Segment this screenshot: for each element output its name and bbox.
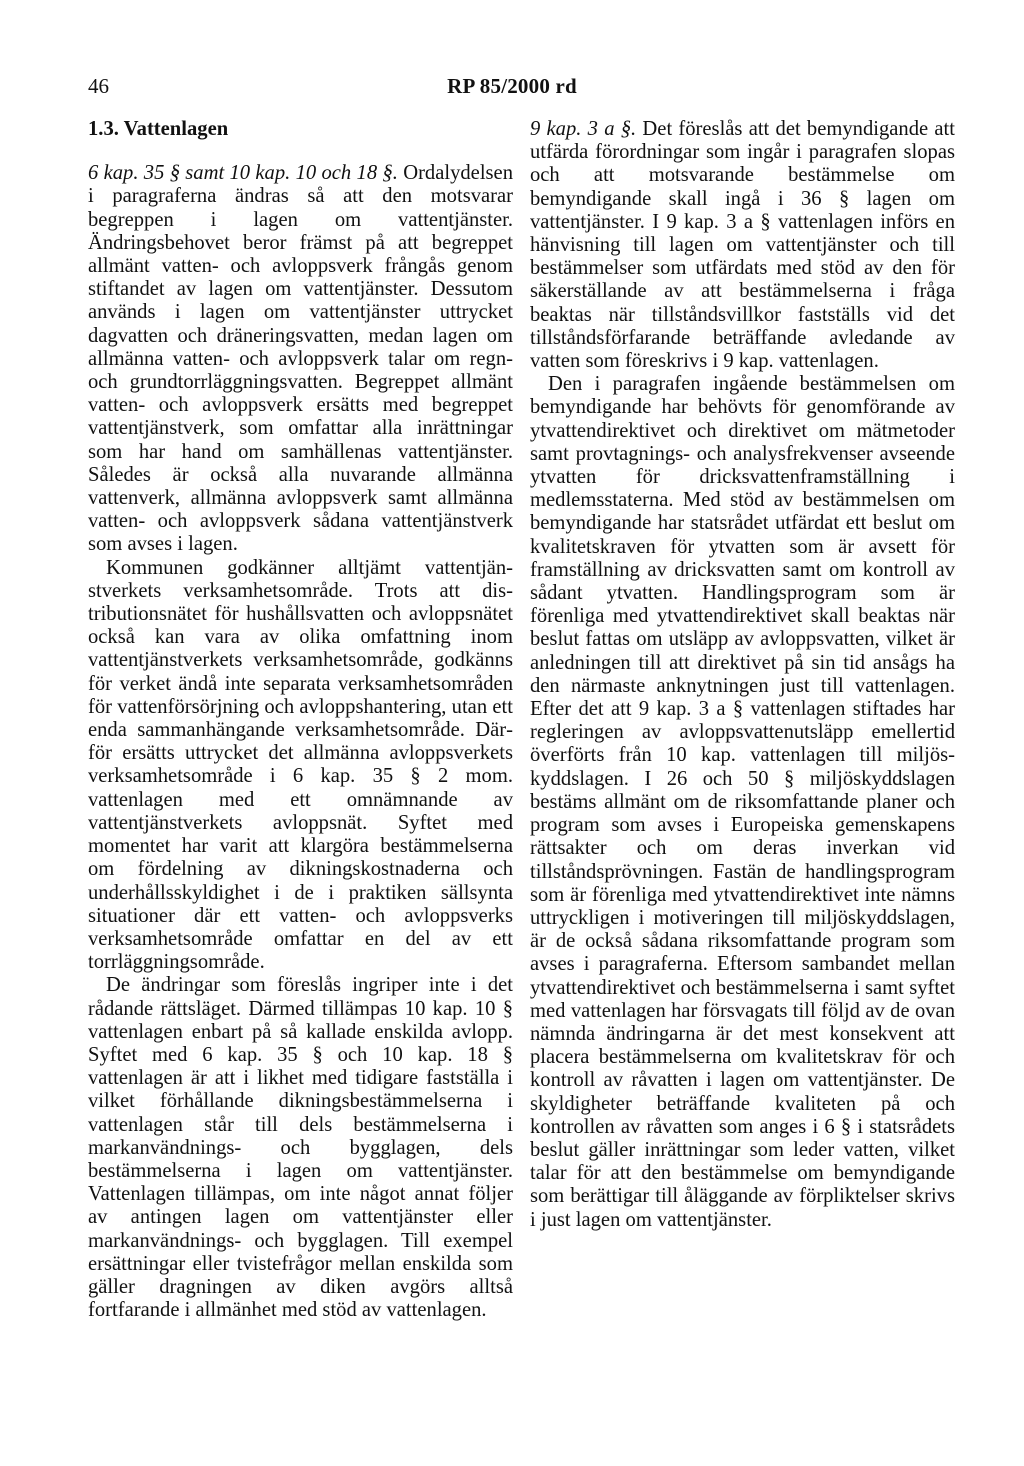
- section-heading: 1.3. Vattenlagen: [88, 118, 229, 140]
- paragraph-text: Det föreslås att det bemyndigande att utfärda förordningar som ingår i paragrafen slopas och att motsvarande bestämmelse om bemyndigande skall ingå i 36 § lagen om vattentjänster. I 9 kap. 3 a § vattenlagen införs en hänvisning till lagen om vattentjänster och till bestämmelser som utfärdats med stöd av den för säkerställande av att bestämmelserna i fråga beaktas när tillståndsvillkor fastställs vid det tillståndsförfarande beträffande avledande av vatten som föreskrivs i 9 kap. vattenlagen.: [530, 118, 955, 373]
- paragraph: [88, 974, 513, 1322]
- right-column: [530, 118, 955, 1232]
- paragraph: [88, 557, 513, 975]
- left-column: [88, 118, 513, 1322]
- paragraph-text: De ändringar som föreslås ingriper inte i det rådande rättsläget. Därmed tillämpas 10 kap. 10 § vattenlagen enbart på så kallade enskilda avlopp. Syftet med 6 kap. 35 § och 10 kap. 18 § vattenlagen är att i likhet med tidigare fastställa i vilket förhållande dikningsbestämmelserna i vattenlagen står till dels bestämmelserna i markanvändnings- och bygglagen, dels bestämmelserna i lagen om vattentjänster. Vattenlagen tillämpas, om inte något annat följer av antingen lagen om vattentjänster eller markanvändnings- och bygglagen. Till exempel ersättningar eller tvistefrågor mellan enskilda som gäller dragningen av diken avgörs alltså fortfarande i allmänhet med stöd av vattenlagen.: [88, 974, 513, 1322]
- paragraph-lead: 6 kap. 35 § samt 10 kap. 10 och 18 §.: [88, 162, 398, 185]
- paragraph-text: Kommunen godkänner alltjämt vattentjänstverkets verksamhetsområde. Trots att distributionsnätet för hushållsvatten och avloppsnätet också kan vara av olika omfattning inom vattentjänstverkets verksamhetsområde, godkänns för verket ändå inte separata verksamhetsområden för vattenförsörjning och avloppshantering, utan ett enda sammanhängande verksamhetsområde. Därför ersätts uttrycket det allmänna avloppsverkets verksamhetsområde i 6 kap. 35 § 2 mom. vattenlagen med ett omnämnande av vattentjänstverkets avloppsnät. Syftet med momentet har varit att klargöra bestämmelserna om fördelning av dikningskostnaderna och underhållsskyldighet i de i praktiken sällsynta situationer där ett vatten- och avloppsverks verksamhetsområde omfattar en del av ett torrläggningsområde.: [88, 556, 513, 974]
- paragraph: [530, 118, 955, 373]
- paragraph: [88, 162, 513, 556]
- running-head: RP 85/2000 rd: [447, 74, 577, 98]
- paragraph: [530, 373, 955, 1232]
- page-header: [0, 66, 1024, 102]
- paragraph-text: Den i paragrafen ingående bestämmelsen om bemyndigande har behövts för genomförande av ytvattendirektivet och direktivet om mätmetoder samt provtagnings- och analysfrekvenser avseende ytvatten för dricksvattenframställning i medlemsstaterna. Med stöd av bestämmelsen om bemyndigande har statsrådet utfärdat ett beslut om kvalitetskraven för ytvatten som är avsett för framställning av dricksvatten samt om kontroll av sådant ytvatten. Handlingsprogram som är förenliga med ytvattendirektivet skall beaktas när beslut fattas om utsläpp av avloppsvatten, vilket är anledningen till att direktivet på sin tid ansågs ha den närmaste anknytningen just till vattenlagen. Efter det att 9 kap. 3 a § vattenlagen stiftades har regleringen av avloppsvattenutsläpp emellertid överförts från 10 kap. vattenlagen till miljöskyddslagen. I 26 och 50 § miljöskyddslagen bestäms allmänt om de riksomfattande planer och program som avses i Europeiska gemenskapens rättsakter och om deras inverkan vid tillståndsprövningen. Fastän de handlingsprogram som är förenliga med ytvattendirektivet inte nämns uttryckligen i motiveringen till miljöskyddslagen, är de också sådana riksomfattande program som avses i paragraferna. Eftersom sambandet mellan ytvattendirektivet och bestämmelserna i samt syftet med vattenlagen har försvagats till följd av de ovan nämnda ändringarna är det mest konsekvent att placera bestämmelserna om kvalitetskrav för och kontroll av råvatten i lagen om vattentjänster. De skyldigheter beträffande kvaliteten på och kontrollen av råvatten som anges i 6 § i statsrådets beslut gäller inrättningar som leder vatten, vilket talar för att den bestämmelse om bemyndigande som berättigar till åläggande av förpliktelser skrivs i just lagen om vattentjänster.: [530, 373, 955, 1231]
- page-number: 46: [88, 74, 109, 98]
- paragraph-text: Ordalydelsen i paragraferna ändras så att den motsvarar begreppen i lagen om vattentjänster. Ändringsbehovet beror främst på att begreppet allmänt vatten- och avloppsverk frångås genom stiftandet av lagen om vattentjänster. Dessutom används i lagen om vattentjänster uttrycket dagvatten och dräneringsvatten, medan lagen om allmänna vatten- och avloppsverk talar om regn- och grundtorrläggningsvatten. Begreppet allmänt vatten- och avloppsverk ersätts med begreppet vattentjänstverk, som omfattar alla inrättningar som har hand om samhällenas vattentjänster. Således är också alla nuvarande allmänna vattenverk, allmänna avloppsverk samt allmänna vatten- och avloppsverk sådana vattentjänstverk som avses i lagen.: [88, 162, 513, 556]
- paragraph-lead: 9 kap. 3 a §.: [530, 118, 637, 140]
